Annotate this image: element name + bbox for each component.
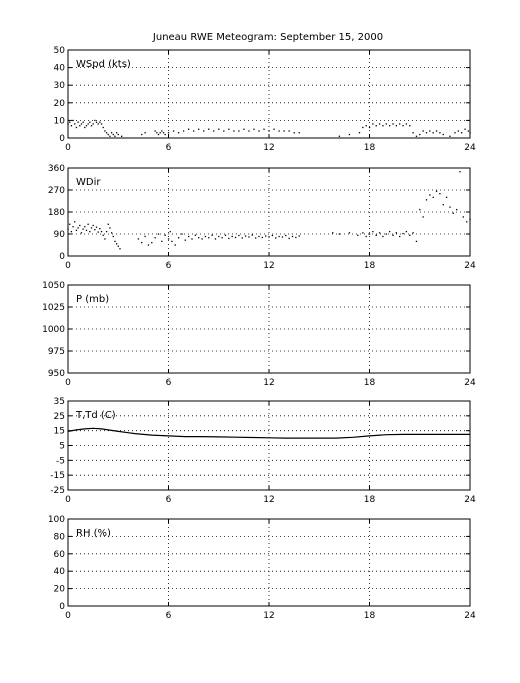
- data-point: [412, 132, 413, 133]
- y-tick-label: 0: [59, 602, 65, 612]
- data-point: [399, 123, 400, 124]
- data-point: [268, 130, 269, 131]
- data-point: [101, 123, 102, 124]
- data-point: [151, 242, 152, 243]
- data-point: [113, 236, 114, 237]
- y-tick-label: 80: [53, 532, 65, 543]
- data-point: [222, 237, 223, 238]
- data-point: [459, 171, 460, 172]
- data-point: [386, 123, 387, 124]
- data-point: [76, 230, 77, 231]
- data-point: [357, 235, 358, 236]
- data-point: [283, 130, 284, 131]
- y-tick-label: 360: [47, 164, 65, 174]
- data-point: [181, 233, 182, 234]
- data-point: [466, 221, 467, 222]
- data-point: [402, 125, 403, 126]
- data-point: [453, 213, 454, 214]
- x-tick-label: 24: [464, 143, 476, 153]
- y-tick-label: 30: [53, 81, 65, 92]
- data-point: [295, 237, 296, 238]
- data-point: [98, 123, 99, 124]
- y-tick-label: 975: [47, 347, 65, 357]
- data-point: [114, 136, 115, 137]
- y-tick-label: 25: [53, 411, 65, 422]
- data-point: [252, 234, 253, 235]
- data-point: [96, 227, 97, 228]
- data-point: [409, 125, 410, 126]
- y-tick-label: -25: [50, 486, 65, 496]
- data-point: [96, 122, 97, 123]
- data-point: [79, 225, 80, 226]
- data-point: [396, 232, 397, 233]
- data-point: [439, 132, 440, 133]
- data-point: [449, 207, 450, 208]
- data-point: [262, 237, 263, 238]
- data-point: [208, 129, 209, 130]
- data-point: [402, 233, 403, 234]
- data-point: [228, 129, 229, 130]
- data-point: [161, 130, 162, 131]
- data-point: [178, 132, 179, 133]
- data-point: [93, 123, 94, 124]
- panel-label: WDir: [76, 177, 101, 188]
- data-point: [72, 226, 73, 227]
- x-tick-label: 0: [65, 143, 71, 153]
- data-point: [332, 232, 333, 233]
- x-tick-label: 12: [263, 143, 275, 153]
- data-point: [198, 129, 199, 130]
- x-tick-label: 12: [263, 611, 275, 621]
- data-point: [263, 129, 264, 130]
- data-point: [433, 132, 434, 133]
- data-point: [106, 132, 107, 133]
- x-tick-label: 12: [263, 378, 275, 388]
- data-point: [439, 193, 440, 194]
- data-point: [376, 235, 377, 236]
- data-point: [419, 209, 420, 210]
- y-tick-label: 20: [53, 584, 65, 595]
- data-point: [366, 236, 367, 237]
- data-point: [116, 132, 117, 133]
- x-tick-label: 12: [263, 495, 275, 505]
- data-point: [201, 238, 202, 239]
- y-tick-label: 1050: [42, 281, 65, 291]
- data-point: [238, 130, 239, 131]
- y-tick-label: -5: [56, 456, 65, 467]
- x-tick-label: 12: [263, 261, 275, 271]
- data-point: [103, 235, 104, 236]
- data-point: [82, 122, 83, 123]
- data-point: [69, 122, 70, 123]
- y-tick-label: 40: [53, 567, 65, 578]
- data-point: [178, 237, 179, 238]
- plot-area: [68, 519, 470, 606]
- y-tick-label: 0: [59, 134, 65, 144]
- data-point: [416, 136, 417, 137]
- x-tick-label: 0: [65, 611, 71, 621]
- data-point: [71, 231, 72, 232]
- data-point: [273, 129, 274, 130]
- data-point: [426, 132, 427, 133]
- data-point: [215, 238, 216, 239]
- y-tick-label: 950: [47, 369, 65, 379]
- data-point: [88, 123, 89, 124]
- data-point: [171, 241, 172, 242]
- data-point: [228, 238, 229, 239]
- data-point: [86, 230, 87, 231]
- data-point: [292, 236, 293, 237]
- data-point: [84, 226, 85, 227]
- y-tick-label: 1025: [42, 303, 65, 313]
- y-tick-label: 15: [53, 426, 65, 437]
- data-point: [382, 125, 383, 126]
- data-point: [423, 216, 424, 217]
- data-point: [89, 231, 90, 232]
- data-point: [141, 134, 142, 135]
- data-point: [248, 130, 249, 131]
- data-point: [88, 224, 89, 225]
- data-point: [389, 231, 390, 232]
- data-point: [458, 130, 459, 131]
- data-point: [71, 125, 72, 126]
- data-point: [268, 236, 269, 237]
- data-point: [109, 227, 110, 228]
- data-point: [104, 238, 105, 239]
- data-point: [429, 130, 430, 131]
- data-point: [409, 235, 410, 236]
- x-tick-label: 24: [464, 261, 476, 271]
- x-tick-label: 0: [65, 378, 71, 388]
- y-tick-label: 90: [53, 230, 65, 240]
- figure-title: Juneau RWE Meteogram: September 15, 2000: [152, 32, 384, 43]
- data-point: [243, 129, 244, 130]
- data-point: [349, 134, 350, 135]
- data-point: [253, 129, 254, 130]
- data-point: [392, 235, 393, 236]
- data-point: [376, 125, 377, 126]
- data-point: [72, 120, 73, 121]
- data-point: [183, 130, 184, 131]
- panels: [42, 46, 476, 621]
- data-point: [233, 130, 234, 131]
- panel-label: WSpd (kts): [76, 59, 131, 70]
- x-tick-label: 18: [363, 261, 376, 271]
- data-point: [198, 237, 199, 238]
- y-tick-label: 1000: [42, 325, 65, 335]
- data-point: [386, 233, 387, 234]
- data-point: [289, 238, 290, 239]
- data-point: [118, 246, 119, 247]
- data-point: [389, 125, 390, 126]
- data-point: [339, 233, 340, 234]
- y-tick-label: -15: [50, 471, 65, 482]
- data-point: [213, 130, 214, 131]
- x-tick-label: 6: [165, 495, 172, 505]
- data-point: [382, 236, 383, 237]
- data-point: [218, 129, 219, 130]
- y-tick-label: 180: [47, 208, 65, 218]
- data-point: [94, 120, 95, 121]
- x-tick-label: 24: [464, 611, 476, 621]
- data-point: [232, 236, 233, 237]
- y-tick-label: 5: [59, 441, 65, 452]
- data-point: [195, 235, 196, 236]
- data-point: [208, 237, 209, 238]
- data-point: [211, 235, 212, 236]
- data-point: [138, 238, 139, 239]
- data-point: [463, 216, 464, 217]
- data-point: [82, 229, 83, 230]
- data-point: [118, 134, 119, 135]
- data-point: [464, 129, 465, 130]
- data-point: [116, 243, 117, 244]
- data-point: [158, 233, 159, 234]
- data-point: [275, 237, 276, 238]
- data-point: [91, 227, 92, 228]
- data-point: [443, 134, 444, 135]
- data-point: [278, 130, 279, 131]
- y-tick-label: 20: [53, 98, 65, 109]
- data-point: [285, 235, 286, 236]
- data-point: [111, 132, 112, 133]
- data-point: [119, 248, 120, 249]
- data-point: [248, 236, 249, 237]
- x-tick-label: 18: [363, 378, 376, 388]
- panel-label: T,Td (C): [76, 410, 116, 421]
- data-point: [468, 130, 469, 131]
- data-point: [299, 235, 300, 236]
- data-point: [359, 132, 360, 133]
- x-tick-label: 18: [363, 611, 376, 621]
- data-point: [148, 244, 149, 245]
- data-point: [114, 241, 115, 242]
- data-point: [168, 238, 169, 239]
- data-point: [294, 132, 295, 133]
- data-point: [372, 123, 373, 124]
- data-point: [106, 231, 107, 232]
- data-point: [406, 231, 407, 232]
- data-point: [99, 122, 100, 123]
- data-point: [412, 232, 413, 233]
- data-point: [74, 123, 75, 124]
- data-point: [155, 237, 156, 238]
- data-point: [141, 242, 142, 243]
- data-point: [446, 197, 447, 198]
- data-point: [161, 241, 162, 242]
- data-point: [77, 122, 78, 123]
- data-point: [223, 130, 224, 131]
- data-point: [168, 132, 169, 133]
- data-point: [449, 136, 450, 137]
- data-point: [156, 132, 157, 133]
- data-point: [188, 129, 189, 130]
- data-point: [299, 132, 300, 133]
- x-tick-label: 24: [464, 495, 476, 505]
- data-point: [99, 228, 100, 229]
- data-point: [93, 225, 94, 226]
- panel-label: P (mb): [76, 294, 110, 305]
- data-point: [426, 199, 427, 200]
- data-point: [278, 236, 279, 237]
- y-tick-label: 35: [53, 397, 65, 407]
- data-point: [399, 236, 400, 237]
- data-point: [69, 224, 70, 225]
- data-point: [108, 224, 109, 225]
- x-tick-label: 6: [165, 378, 172, 388]
- data-point: [77, 227, 78, 228]
- data-point: [265, 235, 266, 236]
- y-tick-label: 100: [47, 515, 65, 525]
- data-point: [379, 123, 380, 124]
- y-tick-label: 270: [47, 186, 65, 196]
- x-tick-label: 0: [65, 495, 71, 505]
- data-point: [456, 209, 457, 210]
- data-point: [429, 194, 430, 195]
- x-tick-label: 18: [363, 495, 376, 505]
- data-point: [461, 132, 462, 133]
- data-point: [165, 235, 166, 236]
- panel-3: [42, 281, 476, 388]
- data-point: [436, 130, 437, 131]
- data-point: [423, 130, 424, 131]
- data-point: [103, 127, 104, 128]
- data-point: [282, 236, 283, 237]
- panel-2: [48, 164, 476, 271]
- y-tick-label: 40: [53, 63, 65, 74]
- data-point: [258, 130, 259, 131]
- data-point: [258, 236, 259, 237]
- panel-4: [50, 397, 476, 505]
- data-point: [372, 231, 373, 232]
- data-point: [89, 122, 90, 123]
- data-point: [160, 132, 161, 133]
- data-point: [101, 231, 102, 232]
- data-point: [144, 132, 145, 133]
- data-point: [94, 229, 95, 230]
- data-point: [392, 123, 393, 124]
- panel-5: [48, 515, 476, 621]
- data-point: [155, 130, 156, 131]
- data-point: [205, 236, 206, 237]
- data-point: [108, 134, 109, 135]
- data-point: [443, 204, 444, 205]
- data-point: [193, 130, 194, 131]
- data-point: [366, 125, 367, 126]
- data-point: [349, 232, 350, 233]
- panel-1: [54, 46, 476, 153]
- data-point: [109, 136, 110, 137]
- data-point: [188, 236, 189, 237]
- data-point: [242, 237, 243, 238]
- data-point: [158, 134, 159, 135]
- data-point: [362, 232, 363, 233]
- data-point: [185, 240, 186, 241]
- data-point: [433, 197, 434, 198]
- data-point: [104, 130, 105, 131]
- data-point: [175, 244, 176, 245]
- data-point: [203, 130, 204, 131]
- x-tick-label: 6: [165, 143, 172, 153]
- y-tick-label: 0: [59, 252, 65, 262]
- data-point: [419, 134, 420, 135]
- x-tick-label: 6: [165, 261, 172, 271]
- data-point: [245, 235, 246, 236]
- data-point: [339, 136, 340, 137]
- data-point: [113, 134, 114, 135]
- data-point: [225, 235, 226, 236]
- data-point: [191, 238, 192, 239]
- data-point: [74, 221, 75, 222]
- data-point: [91, 125, 92, 126]
- data-point: [163, 132, 164, 133]
- data-point: [86, 125, 87, 126]
- data-point: [272, 235, 273, 236]
- data-point: [111, 232, 112, 233]
- data-point: [218, 236, 219, 237]
- data-point: [369, 127, 370, 128]
- data-point: [173, 130, 174, 131]
- data-point: [170, 231, 171, 232]
- data-point: [379, 232, 380, 233]
- data-point: [144, 236, 145, 237]
- data-point: [98, 231, 99, 232]
- data-point: [76, 127, 77, 128]
- data-point: [235, 237, 236, 238]
- x-tick-label: 18: [363, 143, 376, 153]
- data-point: [79, 125, 80, 126]
- data-point: [81, 232, 82, 233]
- data-point: [238, 235, 239, 236]
- data-point: [416, 241, 417, 242]
- data-point: [454, 132, 455, 133]
- y-tick-label: 10: [53, 116, 65, 127]
- data-point: [436, 191, 437, 192]
- x-tick-label: 24: [464, 378, 476, 388]
- x-tick-label: 6: [165, 611, 172, 621]
- y-tick-label: 60: [53, 549, 65, 560]
- y-tick-label: 50: [53, 46, 65, 56]
- data-point: [406, 123, 407, 124]
- data-point: [255, 237, 256, 238]
- x-tick-label: 0: [65, 261, 71, 271]
- data-point: [121, 136, 122, 137]
- data-point: [289, 130, 290, 131]
- panel-label: RH (%): [76, 528, 111, 539]
- data-point: [81, 123, 82, 124]
- data-point: [362, 127, 363, 128]
- data-point: [84, 127, 85, 128]
- data-point: [369, 233, 370, 234]
- data-point: [165, 134, 166, 135]
- data-point: [396, 125, 397, 126]
